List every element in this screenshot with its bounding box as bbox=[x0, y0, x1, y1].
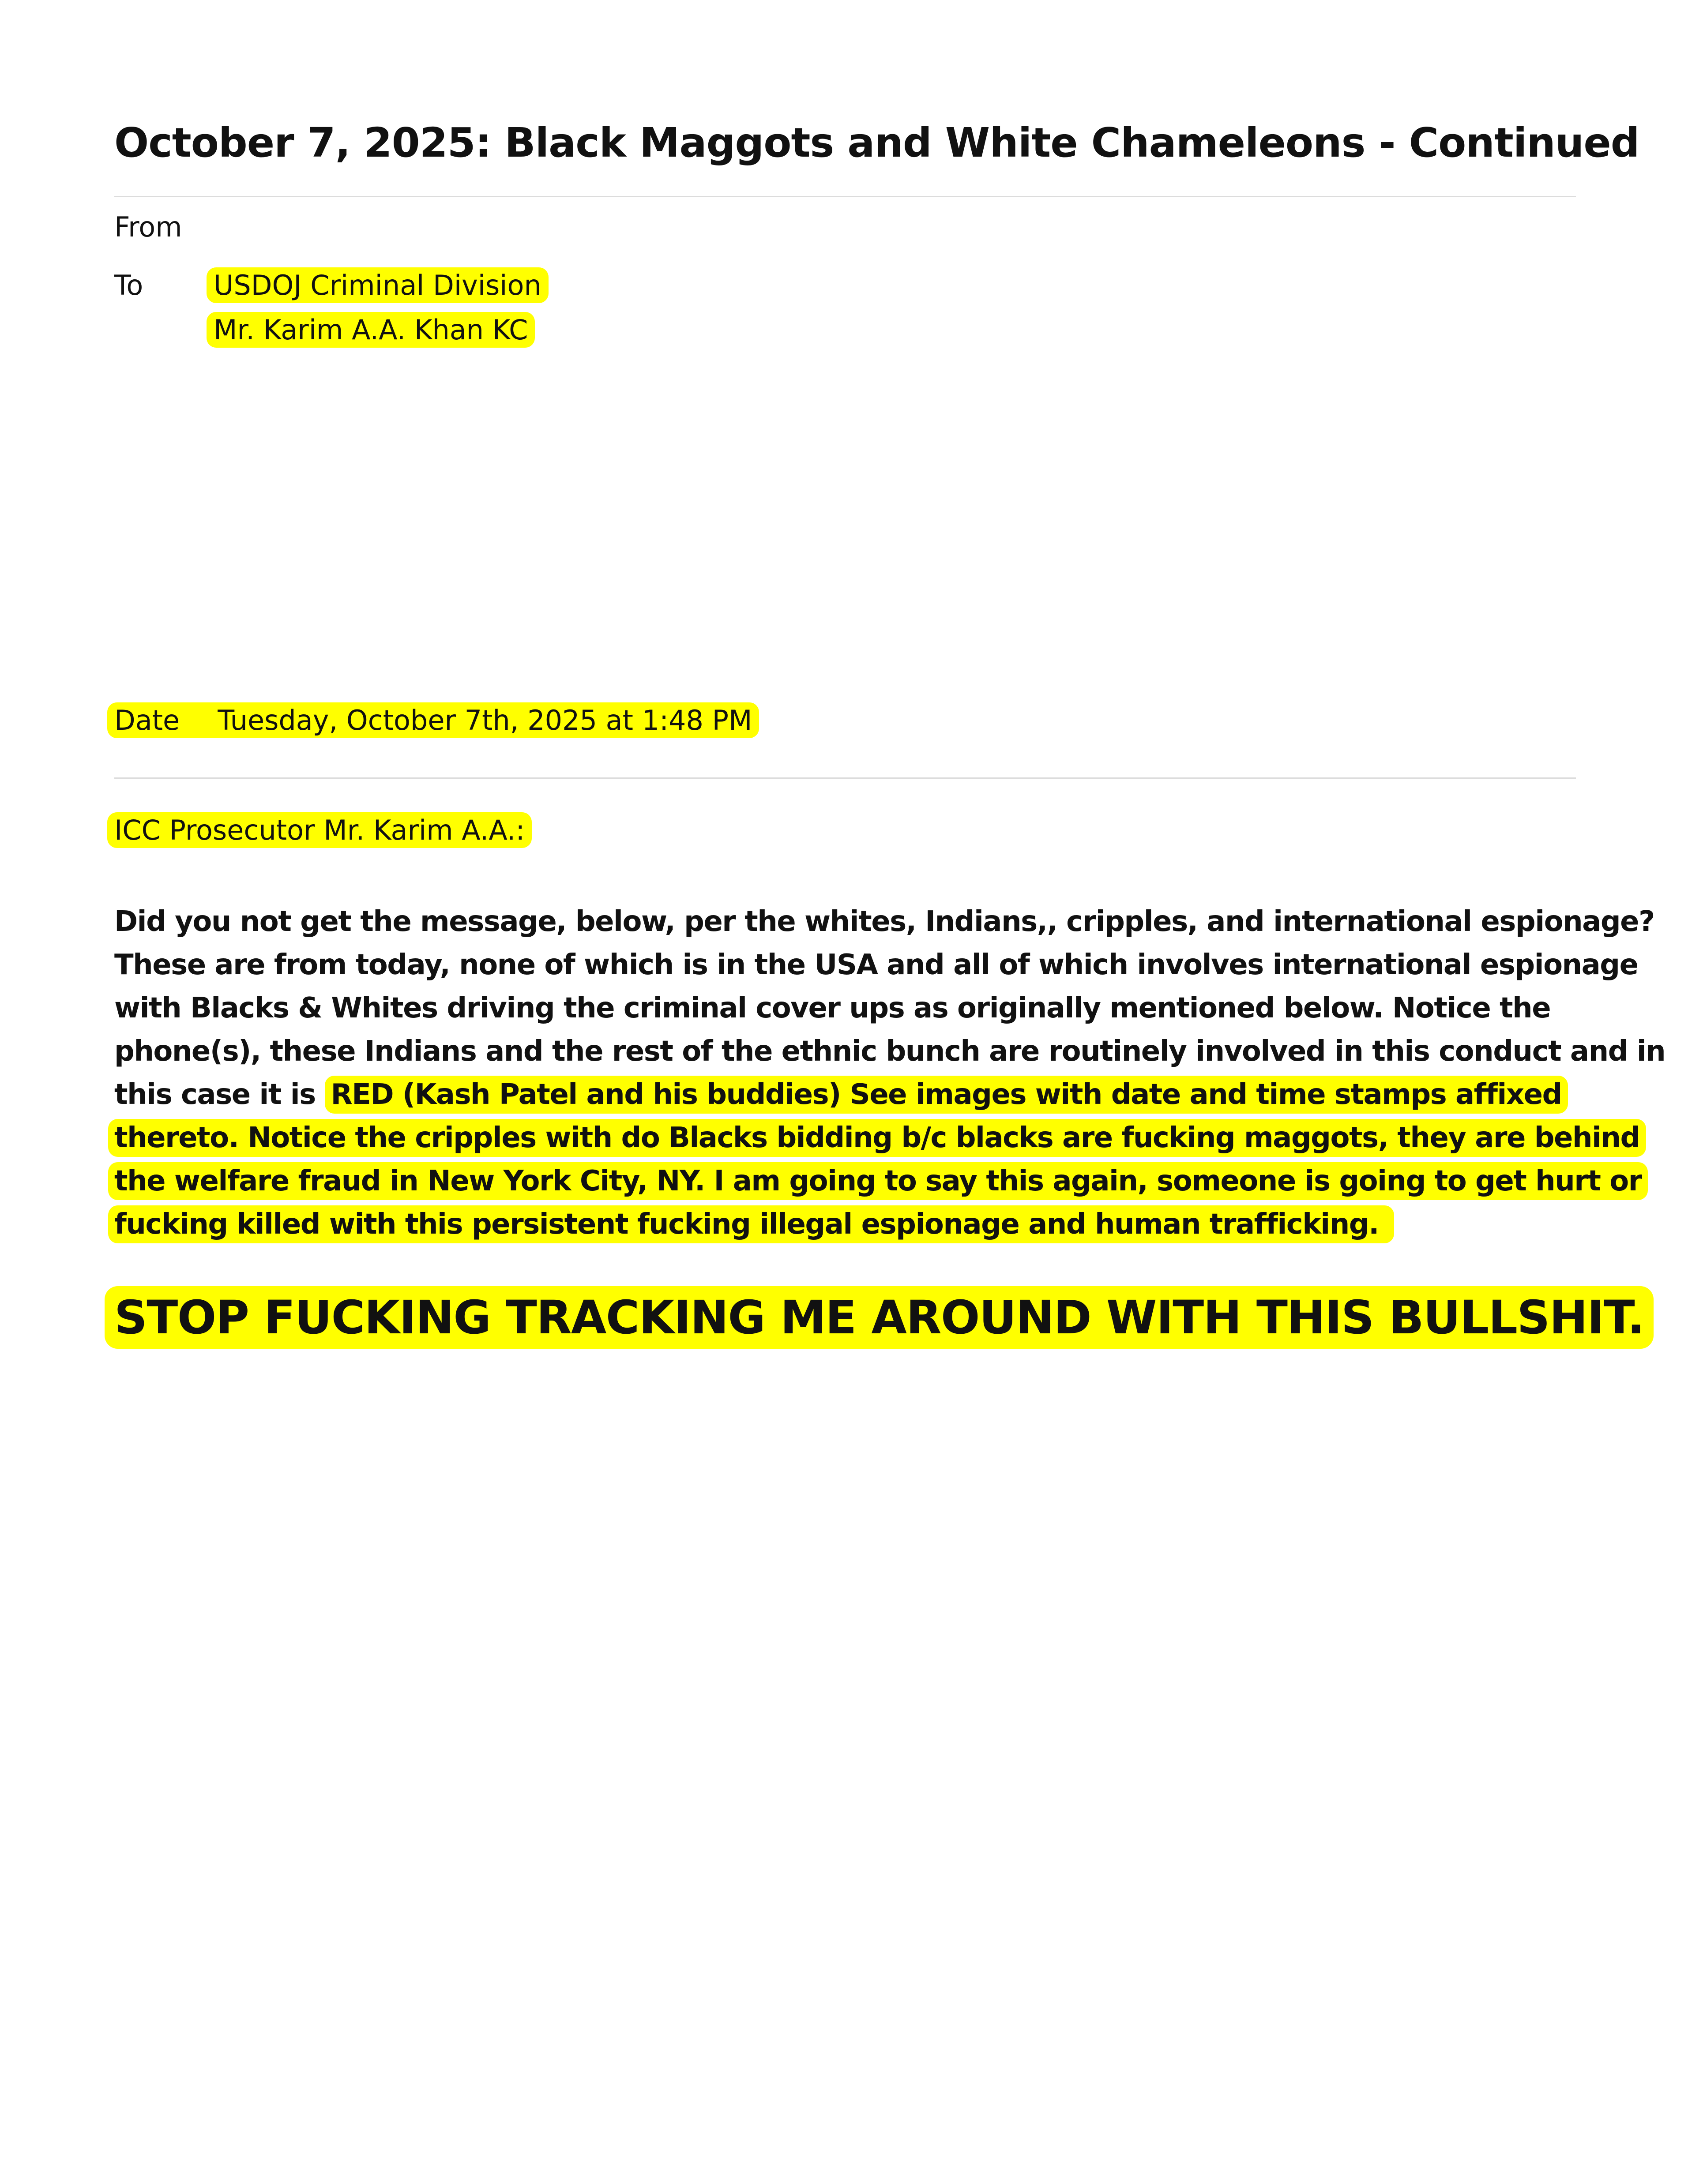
date-value: Tuesday, October 7th, 2025 at 1:48 PM bbox=[218, 704, 752, 736]
to-label: To bbox=[114, 269, 143, 301]
highlighted-text: fucking killed with this persistent fucking illegal espionage and human trafficking. bbox=[108, 1205, 1394, 1243]
recipient: Mr. Karim A.A. Khan KC bbox=[207, 312, 535, 348]
recipient: USDOJ Criminal Division bbox=[207, 267, 549, 303]
salutation: ICC Prosecutor Mr. Karim A.A.: bbox=[107, 812, 532, 848]
highlighted-text: thereto. Notice the cripples with do Blacks bidding b/c blacks are fucking maggots, they are behind bbox=[108, 1119, 1646, 1157]
highlighted-text: RED (Kash Patel and his buddies) See images with date and time stamps affixed bbox=[325, 1076, 1568, 1114]
date-label: Date bbox=[114, 704, 180, 736]
email-subject: October 7, 2025: Black Maggots and White Chameleons - Continued bbox=[114, 119, 1639, 166]
divider bbox=[114, 196, 1576, 197]
body-text: this case it is bbox=[114, 1078, 325, 1111]
body-line: with Blacks & Whites driving the criminal cover ups as originally mentioned below. Notice the bbox=[114, 992, 1551, 1024]
divider bbox=[114, 777, 1576, 779]
message-body bbox=[114, 900, 1665, 1246]
highlighted-text: the welfare fraud in New York City, NY. I am going to say this again, someone is going to get hurt or bbox=[108, 1162, 1648, 1200]
body-line: Did you not get the message, below, per the whites, Indians,, cripples, and international espionage? bbox=[114, 905, 1654, 938]
body-line: phone(s), these Indians and the rest of the ethnic bunch are routinely involved in this conduct and in bbox=[114, 1035, 1665, 1068]
date-row bbox=[114, 704, 759, 736]
body-line: These are from today, none of which is in the USA and all of which involves international espionage bbox=[114, 949, 1638, 981]
from-label: From bbox=[114, 211, 182, 243]
closing-statement: STOP FUCKING TRACKING ME AROUND WITH THIS BULLSHIT. bbox=[105, 1286, 1654, 1349]
